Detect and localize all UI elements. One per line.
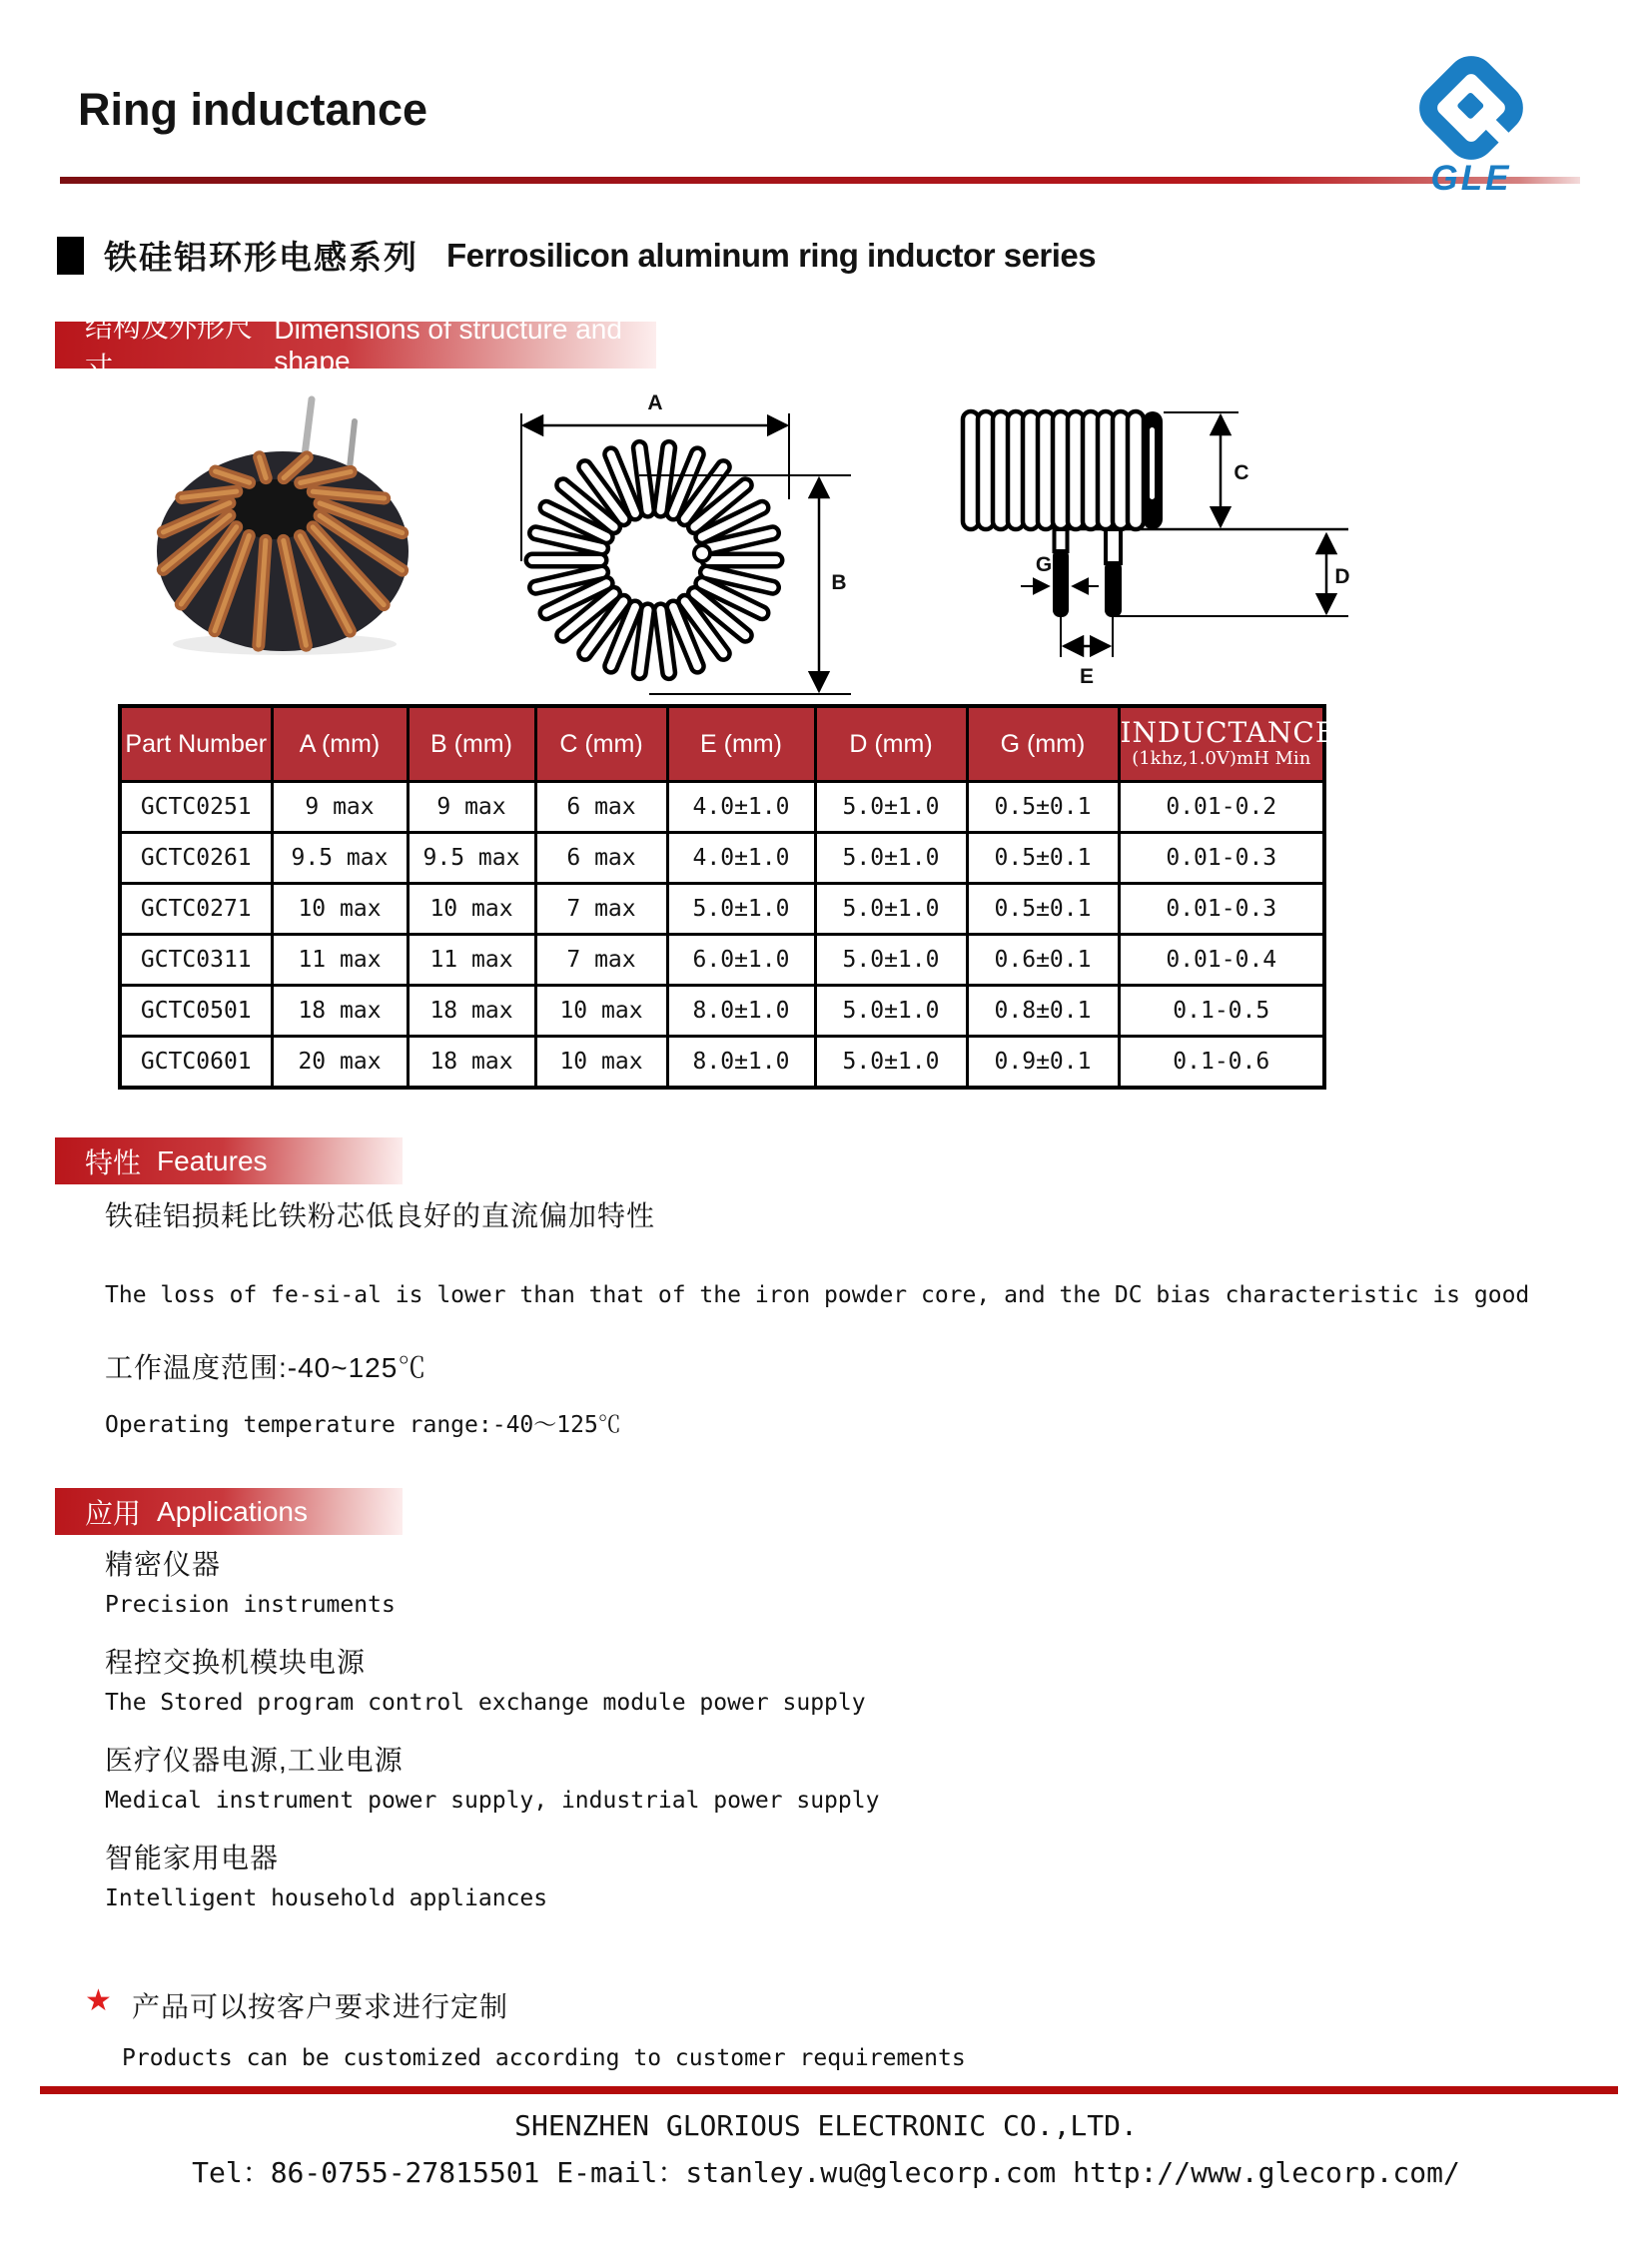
lead-right	[1105, 561, 1122, 617]
star-icon: ★	[85, 1984, 112, 2017]
part-number-cell: GCTC0261	[120, 833, 272, 884]
coil-loop	[1128, 411, 1144, 529]
dimension-value-cell: 10 max	[272, 884, 408, 935]
col-header-d: D (mm)	[815, 706, 967, 782]
dimension-value-cell: 5.0±1.0	[815, 935, 967, 986]
application-item-en: Intelligent household appliances	[105, 1885, 548, 1911]
dimension-value-cell: 0.5±0.1	[967, 782, 1119, 833]
dimension-label-e: E	[1079, 665, 1095, 688]
part-number-cell: GCTC0311	[120, 935, 272, 986]
logo-diamond-icon	[1422, 59, 1532, 169]
dimension-value-cell: 10 max	[408, 884, 535, 935]
dimension-value-cell: 5.0±1.0	[815, 986, 967, 1037]
features-banner-zh: 特性	[85, 1146, 142, 1178]
dimension-value-cell: 8.0±1.0	[667, 1037, 815, 1089]
applications-list	[105, 1543, 879, 1934]
temperature-range-zh: 工作温度范围:-40~125℃	[105, 1352, 427, 1383]
dimension-value-cell: 9.5 max	[272, 833, 408, 884]
dimensions-table-body	[120, 782, 1324, 1089]
dimension-value-cell: 5.0±1.0	[815, 782, 967, 833]
dimension-value-cell: 20 max	[272, 1037, 408, 1089]
dimension-value-cell: 5.0±1.0	[667, 884, 815, 935]
dimension-value-cell: 5.0±1.0	[815, 884, 967, 935]
lead-end-dot	[694, 545, 710, 561]
dimensions-section-banner	[55, 311, 656, 382]
dimension-value-cell: 9 max	[408, 782, 535, 833]
table-row	[120, 935, 1324, 986]
col-header-c: C (mm)	[535, 706, 667, 782]
header-divider	[60, 177, 1580, 184]
dimension-label-c: C	[1234, 461, 1249, 484]
applications-section-banner	[55, 1488, 403, 1535]
col-header-part-number: Part Number	[120, 706, 272, 782]
features-section-banner	[55, 1137, 403, 1184]
dimension-value-cell: 0.01-0.2	[1119, 782, 1324, 833]
part-number-cell: GCTC0271	[120, 884, 272, 935]
col-header-b: B (mm)	[408, 706, 535, 782]
dimension-value-cell: 11 max	[408, 935, 535, 986]
col-header-a: A (mm)	[272, 706, 408, 782]
dimension-value-cell: 0.1-0.6	[1119, 1037, 1324, 1089]
top-view-diagram	[499, 391, 869, 701]
dimension-label-a: A	[647, 391, 663, 414]
features-banner-en: Features	[157, 1144, 268, 1176]
dimension-value-cell: 10 max	[535, 1037, 667, 1089]
customization-note-en: Products can be customized according to customer requirements	[122, 2045, 966, 2071]
footer-company-name: SHENZHEN GLORIOUS ELECTRONIC CO.,LTD.	[514, 2109, 1138, 2142]
inductance-header-title: INDUCTANCE	[1120, 716, 1337, 749]
toroid-winding-petals	[532, 447, 776, 672]
dimension-value-cell: 7 max	[535, 935, 667, 986]
dimension-value-cell: 10 max	[535, 986, 667, 1037]
dimension-value-cell: 0.1-0.5	[1119, 986, 1324, 1037]
side-view-diagram	[949, 399, 1353, 699]
dimension-label-g: G	[1035, 553, 1053, 576]
dimension-value-cell: 8.0±1.0	[667, 986, 815, 1037]
dimension-value-cell: 5.0±1.0	[815, 833, 967, 884]
series-heading	[57, 232, 1096, 279]
dimension-value-cell: 0.01-0.4	[1119, 935, 1324, 986]
dimensions-table	[118, 704, 1337, 1090]
dimension-value-cell: 0.01-0.3	[1119, 833, 1324, 884]
dimension-value-cell: 18 max	[408, 1037, 535, 1089]
part-number-cell: GCTC0601	[120, 1037, 272, 1089]
inductance-header-subtitle: (1khz,1.0V)mH Min	[1132, 748, 1311, 769]
dimension-value-cell: 4.0±1.0	[667, 782, 815, 833]
coil-loops	[963, 411, 1163, 529]
lead-right-top	[1106, 529, 1121, 563]
dimension-value-cell: 9 max	[272, 782, 408, 833]
dimension-value-cell: 9.5 max	[408, 833, 535, 884]
col-header-g: G (mm)	[967, 706, 1119, 782]
part-number-cell: GCTC0501	[120, 986, 272, 1037]
table-header-row	[120, 706, 1324, 782]
coil-end-slot	[1150, 427, 1155, 499]
dimension-value-cell: 6 max	[535, 833, 667, 884]
page-title: Ring inductance	[78, 84, 428, 135]
series-heading-en: Ferrosilicon aluminum ring inductor series	[446, 236, 1097, 274]
application-item-en: The Stored program control exchange module power supply	[105, 1690, 866, 1716]
square-bullet-icon	[57, 237, 84, 275]
application-item-en: Medical instrument power supply, industrial power supply	[105, 1788, 880, 1814]
dimension-value-cell: 7 max	[535, 884, 667, 935]
dimension-value-cell: 0.9±0.1	[967, 1037, 1119, 1089]
lead-left	[1053, 549, 1069, 617]
applications-banner-zh: 应用	[85, 1497, 142, 1529]
dimension-value-cell: 0.6±0.1	[967, 935, 1119, 986]
dimension-value-cell: 6 max	[535, 782, 667, 833]
table-row	[120, 884, 1324, 935]
logo-text: GLE	[1430, 159, 1512, 198]
dimension-value-cell: 18 max	[408, 986, 535, 1037]
dimensions-banner-en: Dimensions of structure and shape	[274, 313, 622, 376]
applications-banner-en: Applications	[157, 1495, 308, 1527]
footer-divider	[40, 2086, 1618, 2094]
dimension-label-b: B	[831, 571, 847, 594]
application-item-zh: 智能家用电器	[105, 1843, 280, 1873]
table-row	[120, 986, 1324, 1037]
dimension-value-cell: 18 max	[272, 986, 408, 1037]
temperature-range-en: Operating temperature range:-40～125℃	[105, 1412, 621, 1438]
dimension-value-cell: 11 max	[272, 935, 408, 986]
dimension-value-cell: 6.0±1.0	[667, 935, 815, 986]
lead-left-top	[1055, 529, 1068, 551]
dimension-value-cell: 0.8±0.1	[967, 986, 1119, 1037]
dimension-value-cell: 0.01-0.3	[1119, 884, 1324, 935]
application-item-zh: 医疗仪器电源,工业电源	[105, 1745, 404, 1776]
part-number-cell: GCTC0251	[120, 782, 272, 833]
table-row	[120, 833, 1324, 884]
dimension-value-cell: 5.0±1.0	[815, 1037, 967, 1089]
dimension-label-d: D	[1334, 565, 1350, 588]
col-header-inductance	[1119, 706, 1337, 782]
company-logo	[1406, 48, 1536, 200]
feature-text-en: The loss of fe-si-al is lower than that of the iron powder core, and the DC bias characteristic is good	[105, 1282, 1530, 1308]
application-item-zh: 精密仪器	[105, 1549, 222, 1580]
table-row	[120, 782, 1324, 833]
dimension-value-cell: 0.5±0.1	[967, 833, 1119, 884]
application-item-zh: 程控交换机模块电源	[105, 1647, 367, 1678]
dimensions-banner-zh: 结构及外形尺寸	[85, 311, 254, 382]
dimension-value-cell: 4.0±1.0	[667, 833, 815, 884]
footer-contact-line: Tel：86-0755-27815501 E-mail：stanley.wu@glecorp.com http://www.glecorp.com/	[192, 2156, 1460, 2189]
dimension-value-cell: 0.5±0.1	[967, 884, 1119, 935]
application-item-en: Precision instruments	[105, 1592, 396, 1618]
feature-text-zh: 铁硅铝损耗比铁粉芯低良好的直流偏加特性	[105, 1200, 656, 1231]
customization-note-zh: 产品可以按客户要求进行定制	[132, 1991, 509, 2022]
inductor-photo	[145, 391, 424, 661]
col-header-e: E (mm)	[667, 706, 815, 782]
table-row	[120, 1037, 1324, 1089]
series-heading-zh: 铁硅铝环形电感系列	[104, 239, 418, 276]
